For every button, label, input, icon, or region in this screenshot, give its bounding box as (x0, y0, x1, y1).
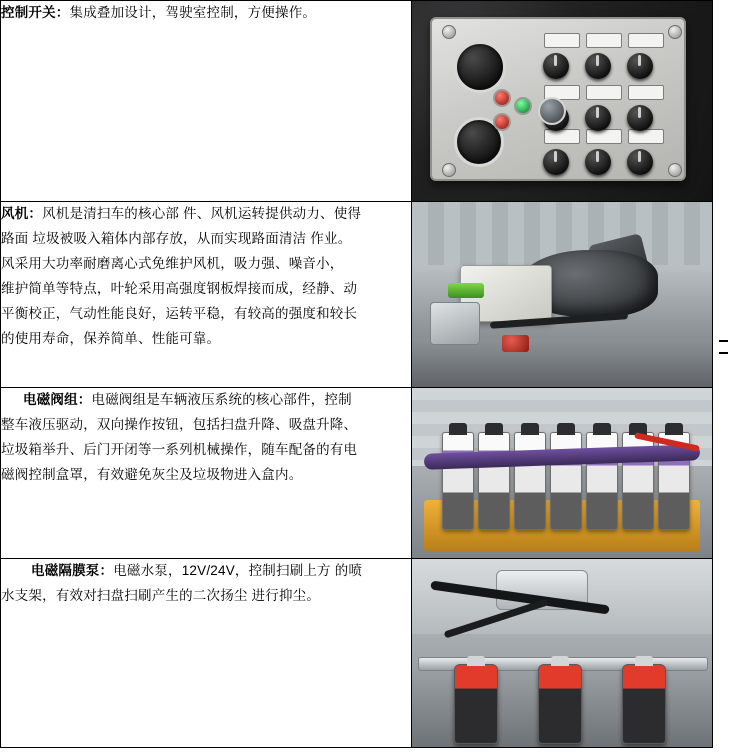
switch-label (628, 33, 664, 48)
green-component (448, 283, 484, 298)
valve-line-2: 整车液压驱动，双向操作按钮，包括扫盘升降、吸盘升降、 (1, 416, 358, 432)
fan-line-2: 路面 垃圾被吸入箱体内部存放，从而实现路面清洁 作业。 (1, 230, 352, 246)
switch-label (586, 85, 622, 100)
solenoid-valve-bank-photo (412, 388, 712, 558)
switch-label (544, 129, 580, 144)
rotary-knob[interactable] (585, 53, 611, 79)
rotary-knob[interactable] (627, 53, 653, 79)
diaphragm-pump-unit (454, 664, 498, 744)
solenoid-valve (514, 432, 546, 530)
valve-line-4: 磁阀控制盒罩，有效避免灰尘及垃圾物进入盒内。 (1, 466, 303, 482)
solenoid-valve (550, 432, 582, 530)
term-pump: 电磁隔膜泵： (31, 563, 114, 578)
red-component (502, 335, 529, 352)
paragraph-line (1, 388, 411, 413)
table-row (1, 1, 713, 202)
indicator-light-red (493, 89, 511, 107)
cell-pump-text (1, 559, 412, 748)
paragraph-block (1, 388, 411, 488)
fluid-tank (430, 302, 480, 345)
solenoid-valve (478, 432, 510, 530)
rotary-knob[interactable] (585, 149, 611, 175)
table-row (1, 388, 713, 559)
fan-line-1-visible: 风机是清扫车的核心部 件、风机运转提供动力、使得 (42, 206, 362, 221)
cell-control-switch-text (1, 1, 412, 202)
paragraph-block (1, 559, 411, 609)
screw-icon (442, 163, 456, 177)
screw-icon (668, 163, 682, 177)
ignition-switch[interactable] (538, 97, 566, 125)
fan-blower-photo (412, 202, 712, 387)
fan-line-5: 平衡校正，气动性能良好，运转平稳，有较高的强度和较长 (1, 305, 358, 321)
rotary-knob[interactable] (627, 149, 653, 175)
desc-control-switch: 集成叠加设计，驾驶室控制，方便操作。 (69, 5, 317, 20)
paragraph-line (1, 559, 411, 584)
display-gauge (454, 41, 506, 93)
indicator-light-green (514, 97, 532, 115)
term-control-switch: 控制开关： (1, 5, 70, 20)
diaphragm-pump-unit (538, 664, 582, 744)
control-switch-panel-photo (412, 1, 712, 201)
indicator-light-red (493, 113, 511, 131)
cell-valve-image (412, 388, 713, 559)
screw-icon (668, 25, 682, 39)
page-edge-mark (719, 352, 728, 354)
fan-line-6: 的使用寿命，保养简单、性能可靠。 (1, 330, 221, 346)
page-edge-mark (719, 340, 728, 342)
pump-line-1: 电磁水泵，12V/24V，控制扫刷上方 的喷 (113, 563, 363, 578)
cell-control-switch-image (412, 1, 713, 202)
cell-valve-text (1, 388, 412, 559)
rotary-knob[interactable] (543, 149, 569, 175)
table-row (1, 559, 713, 748)
switch-label (586, 33, 622, 48)
diaphragm-pump-photo (412, 559, 712, 747)
pump-line-2: 水支架，有效对扫盘扫刷产生的二次扬尘 进行抑尘。 (1, 587, 321, 603)
cell-fan-text (1, 202, 412, 388)
valve-line-1: 电磁阀组是车辆液压系统的核心部件，控制 (91, 392, 352, 407)
rotary-knob[interactable] (543, 53, 569, 79)
term-fan: 风机： (1, 206, 43, 221)
rotary-knob[interactable] (627, 105, 653, 131)
cell-fan-image (412, 202, 713, 388)
cell-pump-image (412, 559, 713, 748)
paragraph-line (1, 202, 411, 227)
valve-line-3: 垃圾箱举升、后门开闭等一系列机械操作，随车配备的有电 (1, 441, 358, 457)
rotary-knob[interactable] (585, 105, 611, 131)
switch-label (586, 129, 622, 144)
diaphragm-pump-unit (622, 664, 666, 744)
paragraph-block (1, 202, 411, 352)
fan-line-4: 维护简单等特点，叶轮采用高强度钢板焊接而成，经静、动 (1, 280, 358, 296)
switch-label (628, 129, 664, 144)
ground (412, 339, 712, 387)
switch-label (544, 33, 580, 48)
switch-label (628, 85, 664, 100)
fan-line-3: 风采用大功率耐磨离心式免维护风机，吸力强、噪音小， (1, 255, 344, 271)
term-valve: 电磁阀组： (23, 392, 92, 407)
solenoid-valve (442, 432, 474, 530)
table-row (1, 202, 713, 388)
paragraph (1, 1, 411, 26)
screw-icon (442, 25, 456, 39)
